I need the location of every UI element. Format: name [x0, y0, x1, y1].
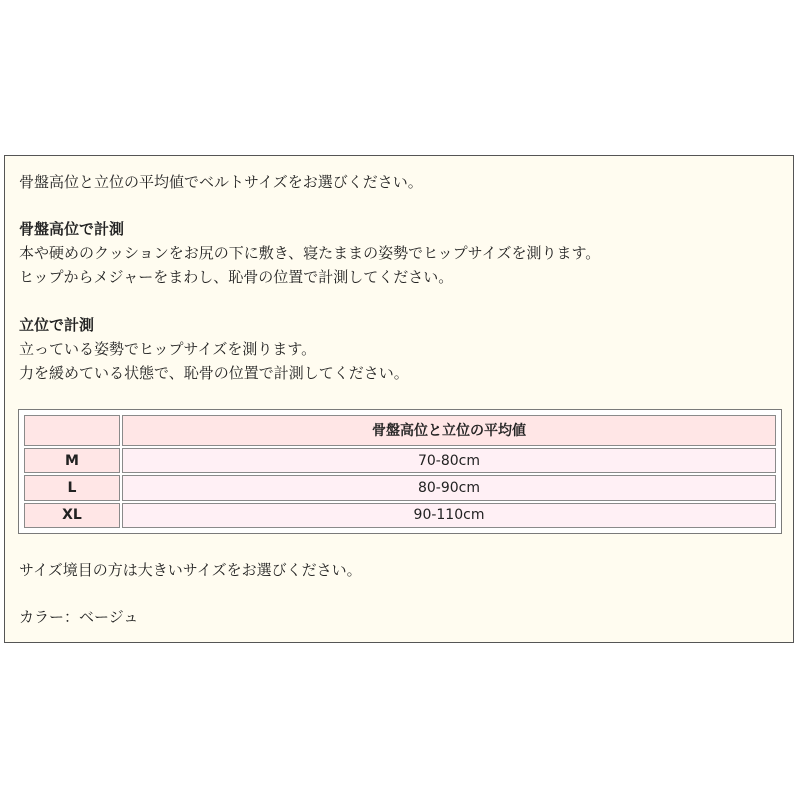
section-standing-line-2: 力を緩めている状態で、恥骨の位置で計測してください。	[19, 364, 409, 382]
color-info: カラー：ベージュ	[19, 608, 139, 626]
size-label: XL	[24, 503, 120, 528]
size-boundary-note: サイズ境目の方は大きいサイズをお選びください。	[19, 561, 362, 579]
section-heading-pelvic: 骨盤高位で計測	[19, 220, 125, 238]
intro-text: 骨盤高位と立位の平均値でベルトサイズをお選びください。	[19, 173, 423, 191]
size-range: 70-80cm	[122, 448, 776, 473]
table-header-average: 骨盤高位と立位の平均値	[122, 415, 776, 446]
size-label: L	[24, 475, 120, 500]
size-guide-panel	[4, 155, 794, 643]
section-standing-line-1: 立っている姿勢でヒップサイズを測ります。	[19, 340, 317, 358]
size-range: 90-110cm	[122, 503, 776, 528]
size-range: 80-90cm	[122, 475, 776, 500]
section-heading-standing: 立位で計測	[19, 316, 95, 334]
table-row	[24, 475, 776, 500]
size-label: M	[24, 448, 120, 473]
table-row	[24, 448, 776, 473]
section-pelvic-line-2: ヒップからメジャーをまわし、恥骨の位置で計測してください。	[19, 268, 454, 286]
table-row	[24, 503, 776, 528]
size-table	[18, 409, 782, 534]
table-header-empty	[24, 415, 120, 446]
table-header-row	[24, 415, 776, 446]
section-pelvic-line-1: 本や硬めのクッションをお尻の下に敷き、寝たままの姿勢でヒップサイズを測ります。	[19, 244, 601, 262]
